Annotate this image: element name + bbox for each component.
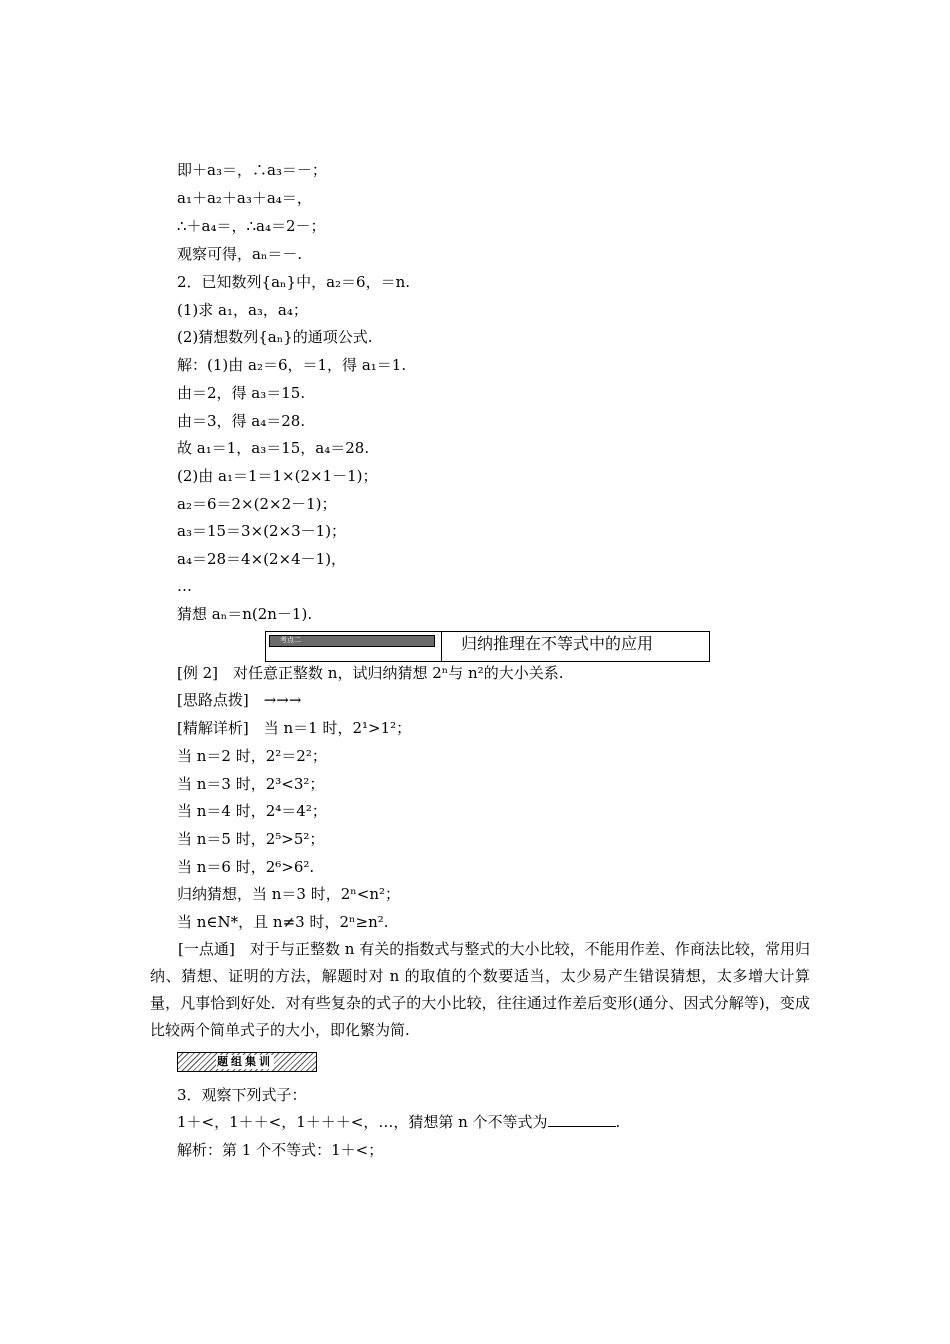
text-line: 当 n＝2 时，2²＝2²； xyxy=(177,747,327,765)
problem-3-body xyxy=(177,1112,620,1132)
text-line: a₃＝15＝3×(2×3－1)； xyxy=(177,522,347,540)
section-divider xyxy=(441,632,442,661)
section-tag xyxy=(269,635,435,647)
text-line: (2)猜想数列{aₙ}的通项公式. xyxy=(177,328,373,346)
problem-3-end: . xyxy=(615,1113,621,1131)
text-line: 归纳猜想，当 n＝3 时，2ⁿ<n²； xyxy=(177,885,401,903)
problem-3-text: 1＋<，1＋＋<，1＋＋＋<，…，猜想第 n 个不等式为 xyxy=(177,1113,548,1131)
text-line: [思路点拨] →→→ xyxy=(177,691,302,709)
text-line: 即＋a₃＝，∴a₃＝－； xyxy=(177,161,327,179)
text-line: 由＝2，得 a₃＝15. xyxy=(177,384,306,402)
text-line: 由＝3，得 a₄＝28. xyxy=(177,412,306,430)
text-line: 当 n∈N*，且 n≠3 时，2ⁿ≥n². xyxy=(177,913,389,931)
text-line: 猜想 aₙ＝n(2n－1). xyxy=(177,605,313,623)
answer-blank xyxy=(548,1112,616,1127)
ellipsis-line: … xyxy=(177,577,192,595)
group-practice-label: 题组集训 xyxy=(217,1055,273,1068)
text-line: 故 a₁＝1，a₃＝15，a₄＝28. xyxy=(177,439,370,457)
text-line: 观察可得，aₙ＝－. xyxy=(177,245,303,263)
problem-3-title: 3．观察下列式子： xyxy=(177,1086,307,1104)
text-line: a₄＝28＝4×(2×4－1)， xyxy=(177,550,347,568)
text-line: 解：(1)由 a₂＝6，＝1，得 a₁＝1. xyxy=(177,356,407,374)
example-2-line: [例 2] 对任意正整数 n，试归纳猜想 2ⁿ与 n²的大小关系. xyxy=(177,664,564,682)
text-line: 当 n＝4 时，2⁴＝4²； xyxy=(177,802,327,820)
text-line: 当 n＝6 时，2⁶>6². xyxy=(177,858,315,876)
problem-2-line: 2．已知数列{aₙ}中，a₂＝6，＝n. xyxy=(177,273,410,291)
text-line: (1)求 a₁，a₃，a₄； xyxy=(177,301,308,319)
tip-paragraph xyxy=(150,936,810,1044)
text-line: 当 n＝5 时，2⁵>5²； xyxy=(177,830,325,848)
section-tag-label: 考点二 xyxy=(280,636,301,644)
problem-3-solution: 解析：第 1 个不等式：1＋<； xyxy=(177,1141,384,1159)
section-header xyxy=(265,631,710,662)
group-practice-banner xyxy=(177,1052,317,1072)
text-line: ∴＋a₄＝，∴a₄＝2－； xyxy=(177,217,326,235)
text-line: [精解详析] 当 n＝1 时，2¹>1²； xyxy=(177,719,412,737)
text-line: (2)由 a₁＝1＝1×(2×1－1)； xyxy=(177,467,378,485)
text-line: a₂＝6＝2×(2×2－1)； xyxy=(177,495,337,513)
text-line: a₁＋a₂＋a₃＋a₄＝， xyxy=(177,189,312,207)
text-line: 当 n＝3 时，2³<3²； xyxy=(177,775,325,793)
section-title: 归纳推理在不等式中的应用 xyxy=(461,634,654,653)
tip-text: [一点通] 对于与正整数 n 有关的指数式与整式的大小比较，不能用作差、作商法比较，常用归纳、猜想、证明的方法，解题时对 n 的取值的个数要适当，太少易产生错误猜想，太多增大计算量，凡事恰到好处．对有些复杂的式子的大小比较，往往通过作差后变形(通分、因式分解等)，变成比较两个简单式子的大小，即化繁为简. xyxy=(150,940,810,1039)
